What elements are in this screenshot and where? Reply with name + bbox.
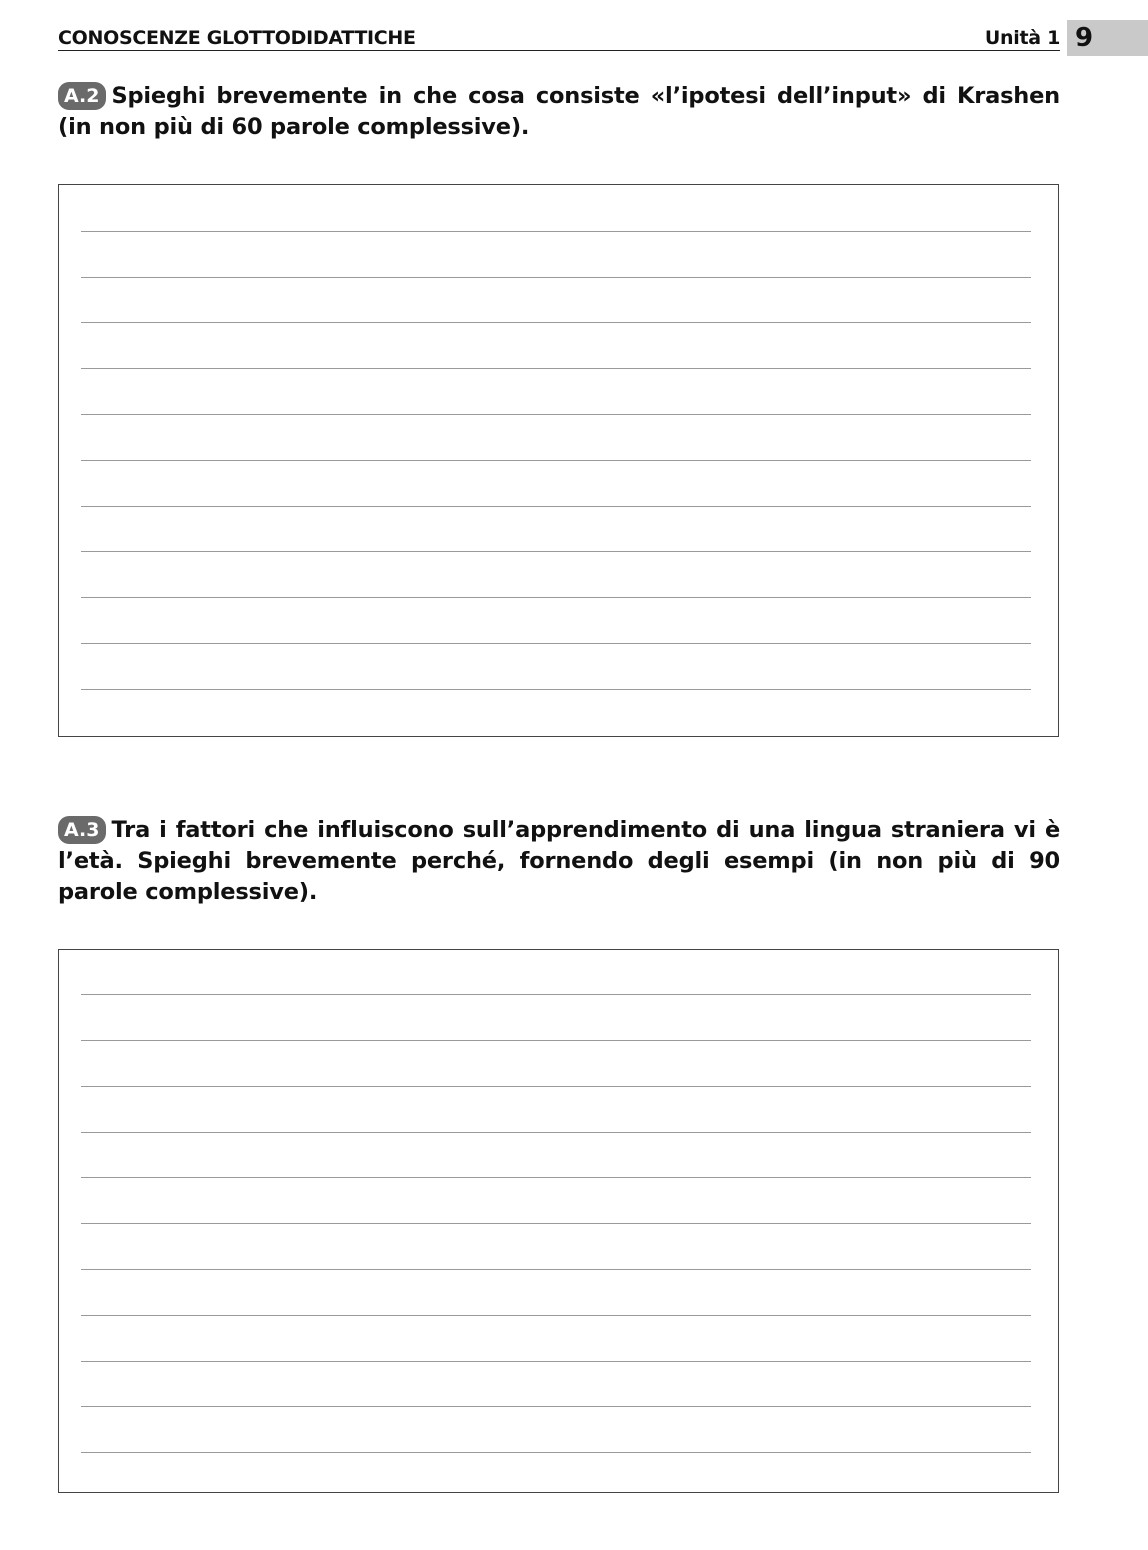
page-number-tab [1067,20,1148,56]
answer-line [81,1361,1031,1362]
answer-line [81,689,1031,690]
answer-line [81,1406,1031,1407]
answer-line [81,368,1031,369]
answer-line [81,1132,1031,1133]
question-a3 [58,815,1060,908]
answer-line [81,597,1031,598]
question-a2 [58,81,1060,143]
answer-line [81,1086,1031,1087]
question-badge: A.3 [58,816,106,844]
answer-line [81,1223,1031,1224]
header-unit-label: Unità 1 [984,27,1060,49]
answer-line [81,231,1031,232]
answer-line [81,994,1031,995]
answer-line [81,1177,1031,1178]
answer-line [81,277,1031,278]
header-section-title: CONOSCENZE GLOTTODIDATTICHE [58,27,416,49]
question-badge: A.2 [58,82,106,110]
question-text: Tra i fattori che influiscono sull’apprendimento di una lingua straniera vi è l’età. Spieghi brevemente perché, fornendo degli esempi (in non più di 90 parole complessive). [58,817,1060,905]
answer-box-a2[interactable] [58,184,1059,737]
answer-line [81,551,1031,552]
answer-line [81,1315,1031,1316]
answer-line [81,322,1031,323]
answer-line [81,506,1031,507]
header-rule [58,50,1060,51]
answer-line [81,1452,1031,1453]
answer-line [81,1269,1031,1270]
page-number: 9 [1075,23,1094,53]
question-text: Spieghi brevemente in che cosa consiste «l’ipotesi dell’input» di Krashen (in non più di 60 parole complessive). [58,83,1060,140]
answer-line [81,1040,1031,1041]
answer-line [81,414,1031,415]
answer-line [81,460,1031,461]
answer-line [81,643,1031,644]
answer-box-a3[interactable] [58,949,1059,1493]
